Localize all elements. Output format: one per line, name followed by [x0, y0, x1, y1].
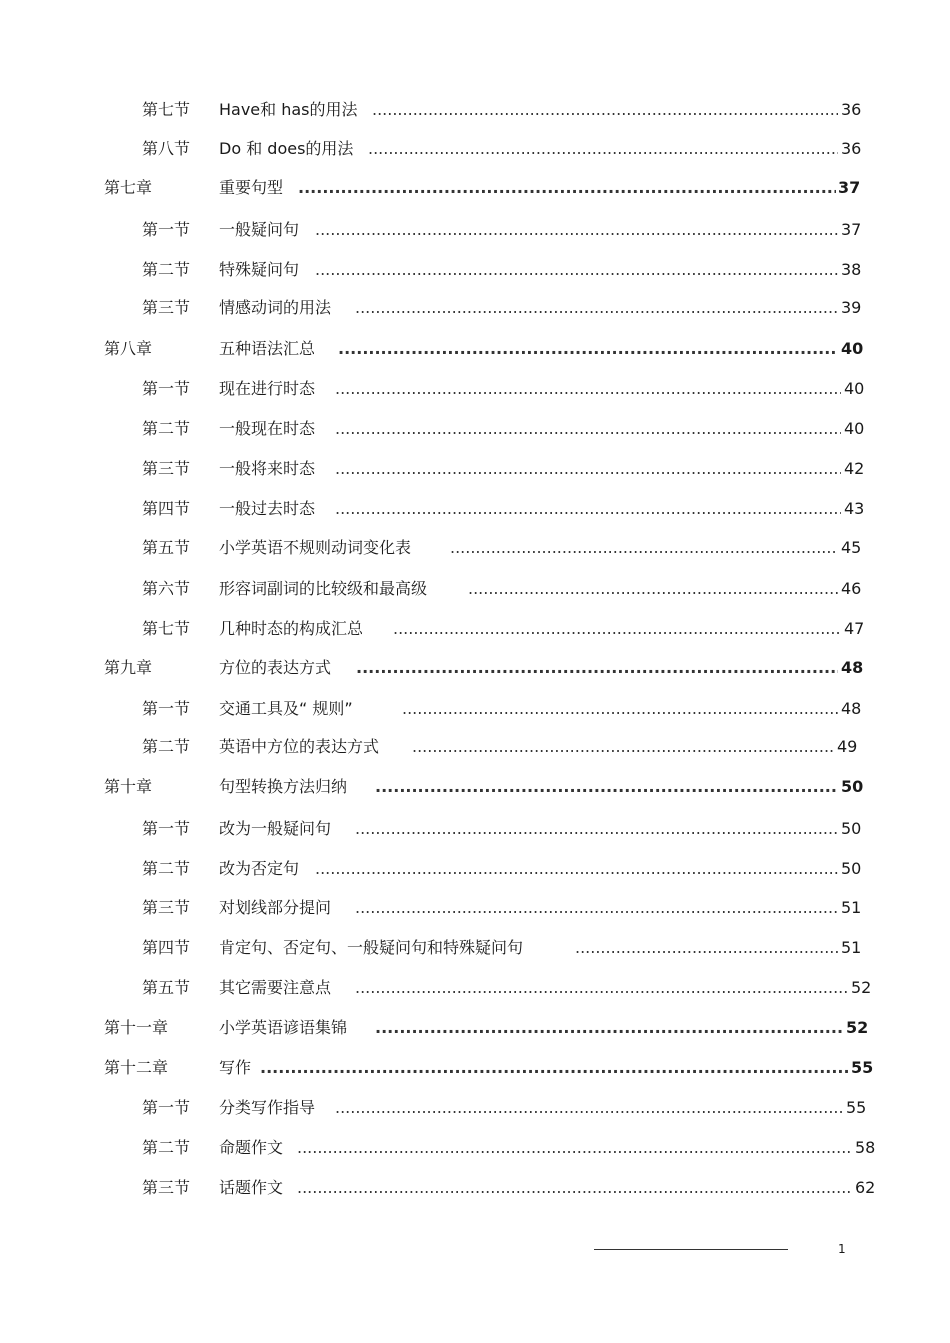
- toc-dot-leader: [375, 1016, 843, 1040]
- toc-entry[interactable]: [0, 857, 950, 881]
- toc-entry-number: 第三节: [142, 898, 191, 917]
- toc-entry-number: 第四节: [142, 499, 191, 518]
- toc-entry-page: 49: [837, 737, 858, 756]
- toc-chapter-entry[interactable]: [0, 656, 950, 680]
- toc-entry-title: Do 和 does的用法: [219, 139, 354, 158]
- toc-dot-leader: [335, 417, 841, 441]
- toc-chapter-page: 52: [846, 1018, 869, 1037]
- toc-entry-title: 现在进行时态: [219, 379, 316, 398]
- toc-entry-page: 46: [841, 579, 862, 598]
- toc-dot-leader: [335, 457, 841, 481]
- toc-entry[interactable]: [0, 577, 950, 601]
- toc-chapter-title: 重要句型: [219, 178, 284, 197]
- toc-entry-title: 小学英语不规则动词变化表: [219, 538, 412, 557]
- toc-entry-page: 43: [844, 499, 865, 518]
- footer-rule: [594, 1249, 788, 1250]
- toc-dot-leader: [355, 896, 838, 920]
- toc-entry[interactable]: [0, 1136, 950, 1160]
- toc-entry-number: 第二节: [142, 419, 191, 438]
- toc-entry[interactable]: [0, 296, 950, 320]
- toc-chapter-entry[interactable]: [0, 337, 950, 361]
- toc-entry-number: 第七节: [142, 619, 191, 638]
- toc-entry-page: 52: [851, 978, 872, 997]
- toc-entry-number: 第八节: [142, 139, 191, 158]
- toc-entry[interactable]: [0, 1096, 950, 1120]
- toc-entry-page: 50: [841, 819, 862, 838]
- toc-entry-number: 第二节: [142, 260, 191, 279]
- toc-entry[interactable]: [0, 218, 950, 242]
- toc-entry[interactable]: [0, 457, 950, 481]
- toc-dot-leader: [393, 617, 841, 641]
- toc-entry-title: 几种时态的构成汇总: [219, 619, 364, 638]
- toc-entry-page: 62: [855, 1178, 876, 1197]
- toc-entry-page: 51: [841, 938, 862, 957]
- toc-entry[interactable]: [0, 497, 950, 521]
- toc-entry-number: 第二节: [142, 737, 191, 756]
- toc-entry-title: 一般将来时态: [219, 459, 316, 478]
- toc-entry-page: 36: [841, 100, 862, 119]
- toc-entry[interactable]: [0, 697, 950, 721]
- toc-chapter-title: 五种语法汇总: [219, 339, 316, 358]
- toc-entry-title: 其它需要注意点: [219, 978, 332, 997]
- toc-chapter-entry[interactable]: [0, 1016, 950, 1040]
- toc-entry[interactable]: [0, 617, 950, 641]
- toc-chapter-entry[interactable]: [0, 1056, 950, 1080]
- toc-entry-title: 情感动词的用法: [219, 298, 332, 317]
- toc-chapter-number: 第八章: [104, 339, 153, 358]
- toc-entry-number: 第六节: [142, 579, 191, 598]
- toc-entry-number: 第三节: [142, 298, 191, 317]
- toc-entry-number: 第七节: [142, 100, 191, 119]
- toc-entry[interactable]: [0, 377, 950, 401]
- toc-dot-leader: [297, 1136, 852, 1160]
- toc-entry-page: 36: [841, 139, 862, 158]
- toc-chapter-page: 48: [841, 658, 864, 677]
- toc-entry-title: 改为一般疑问句: [219, 819, 332, 838]
- toc-chapter-page: 55: [851, 1058, 874, 1077]
- toc-entry[interactable]: [0, 258, 950, 282]
- toc-entry-page: 37: [841, 220, 862, 239]
- toc-entry-title: 话题作文: [219, 1178, 284, 1197]
- toc-entry-number: 第五节: [142, 538, 191, 557]
- toc-entry-page: 38: [841, 260, 862, 279]
- toc-entry-title: 英语中方位的表达方式: [219, 737, 380, 756]
- toc-entry-page: 47: [844, 619, 865, 638]
- toc-entry-number: 第二节: [142, 859, 191, 878]
- toc-dot-leader: [338, 337, 838, 361]
- toc-chapter-title: 写作: [219, 1058, 252, 1077]
- toc-entry[interactable]: [0, 896, 950, 920]
- toc-entry[interactable]: [0, 536, 950, 560]
- toc-dot-leader: [450, 536, 838, 560]
- toc-entry-page: 45: [841, 538, 862, 557]
- toc-dot-leader: [402, 697, 838, 721]
- toc-chapter-entry[interactable]: [0, 775, 950, 799]
- toc-entry-page: 40: [844, 419, 865, 438]
- toc-entry-number: 第五节: [142, 978, 191, 997]
- toc-dot-leader: [315, 218, 838, 242]
- toc-entry-title: 交通工具及“ 规则”: [219, 699, 353, 718]
- toc-entry[interactable]: [0, 817, 950, 841]
- toc-chapter-title: 句型转换方法归纳: [219, 777, 348, 796]
- toc-dot-leader: [335, 377, 841, 401]
- toc-entry-title: 一般疑问句: [219, 220, 300, 239]
- toc-entry-number: 第一节: [142, 699, 191, 718]
- toc-entry-number: 第一节: [142, 819, 191, 838]
- toc-entry-title: 一般现在时态: [219, 419, 316, 438]
- toc-entry-title: 肯定句、否定句、一般疑问句和特殊疑问句: [219, 938, 524, 957]
- toc-entry-title: 特殊疑问句: [219, 260, 300, 279]
- toc-entry-number: 第三节: [142, 459, 191, 478]
- toc-chapter-entry[interactable]: [0, 176, 950, 200]
- toc-chapter-number: 第十一章: [104, 1018, 169, 1037]
- toc-chapter-title: 小学英语谚语集锦: [219, 1018, 348, 1037]
- toc-entry-page: 40: [844, 379, 865, 398]
- toc-dot-leader: [298, 176, 836, 200]
- toc-entry-page: 58: [855, 1138, 876, 1157]
- toc-entry-number: 第一节: [142, 1098, 191, 1117]
- toc-entry-number: 第一节: [142, 220, 191, 239]
- toc-entry-number: 第四节: [142, 938, 191, 957]
- toc-dot-leader: [355, 817, 838, 841]
- toc-chapter-number: 第九章: [104, 658, 153, 677]
- toc-dot-leader: [315, 258, 838, 282]
- toc-entry-title: 命题作文: [219, 1138, 284, 1157]
- toc-entry-title: 一般过去时态: [219, 499, 316, 518]
- toc-entry-page: 55: [846, 1098, 867, 1117]
- toc-dot-leader: [260, 1056, 848, 1080]
- toc-chapter-number: 第十章: [104, 777, 153, 796]
- toc-chapter-title: 方位的表达方式: [219, 658, 332, 677]
- toc-dot-leader: [335, 497, 841, 521]
- toc-entry-title: Have和 has的用法: [219, 100, 358, 119]
- toc-entry[interactable]: [0, 1176, 950, 1200]
- toc-entry-title: 形容词副词的比较级和最高级: [219, 579, 428, 598]
- toc-entry[interactable]: [0, 976, 950, 1000]
- toc-dot-leader: [412, 735, 834, 759]
- toc-chapter-number: 第七章: [104, 178, 153, 197]
- toc-entry-page: 51: [841, 898, 862, 917]
- toc-entry-page: 39: [841, 298, 862, 317]
- toc-entry[interactable]: [0, 137, 950, 161]
- toc-entry[interactable]: [0, 735, 950, 759]
- toc-entry-number: 第三节: [142, 1178, 191, 1197]
- toc-entry-number: 第二节: [142, 1138, 191, 1157]
- toc-entry-number: 第一节: [142, 379, 191, 398]
- toc-dot-leader: [355, 976, 848, 1000]
- toc-entry-title: 改为否定句: [219, 859, 300, 878]
- toc-entry[interactable]: [0, 936, 950, 960]
- toc-chapter-page: 37: [838, 178, 861, 197]
- toc-entry-title: 分类写作指导: [219, 1098, 316, 1117]
- toc-entry-page: 50: [841, 859, 862, 878]
- toc-dot-leader: [335, 1096, 843, 1120]
- footer-page-number: 1: [838, 1242, 846, 1256]
- toc-entry-title: 对划线部分提问: [219, 898, 332, 917]
- toc-dot-leader: [355, 296, 838, 320]
- toc-dot-leader: [356, 656, 838, 680]
- toc-dot-leader: [375, 775, 838, 799]
- toc-dot-leader: [575, 936, 838, 960]
- toc-entry[interactable]: [0, 417, 950, 441]
- toc-chapter-page: 40: [841, 339, 864, 358]
- toc-chapter-page: 50: [841, 777, 864, 796]
- toc-dot-leader: [297, 1176, 852, 1200]
- toc-dot-leader: [315, 857, 838, 881]
- toc-dot-leader: [368, 137, 838, 161]
- toc-entry-page: 48: [841, 699, 862, 718]
- toc-dot-leader: [372, 98, 838, 122]
- toc-chapter-number: 第十二章: [104, 1058, 169, 1077]
- toc-dot-leader: [468, 577, 838, 601]
- toc-entry-page: 42: [844, 459, 865, 478]
- toc-entry[interactable]: [0, 98, 950, 122]
